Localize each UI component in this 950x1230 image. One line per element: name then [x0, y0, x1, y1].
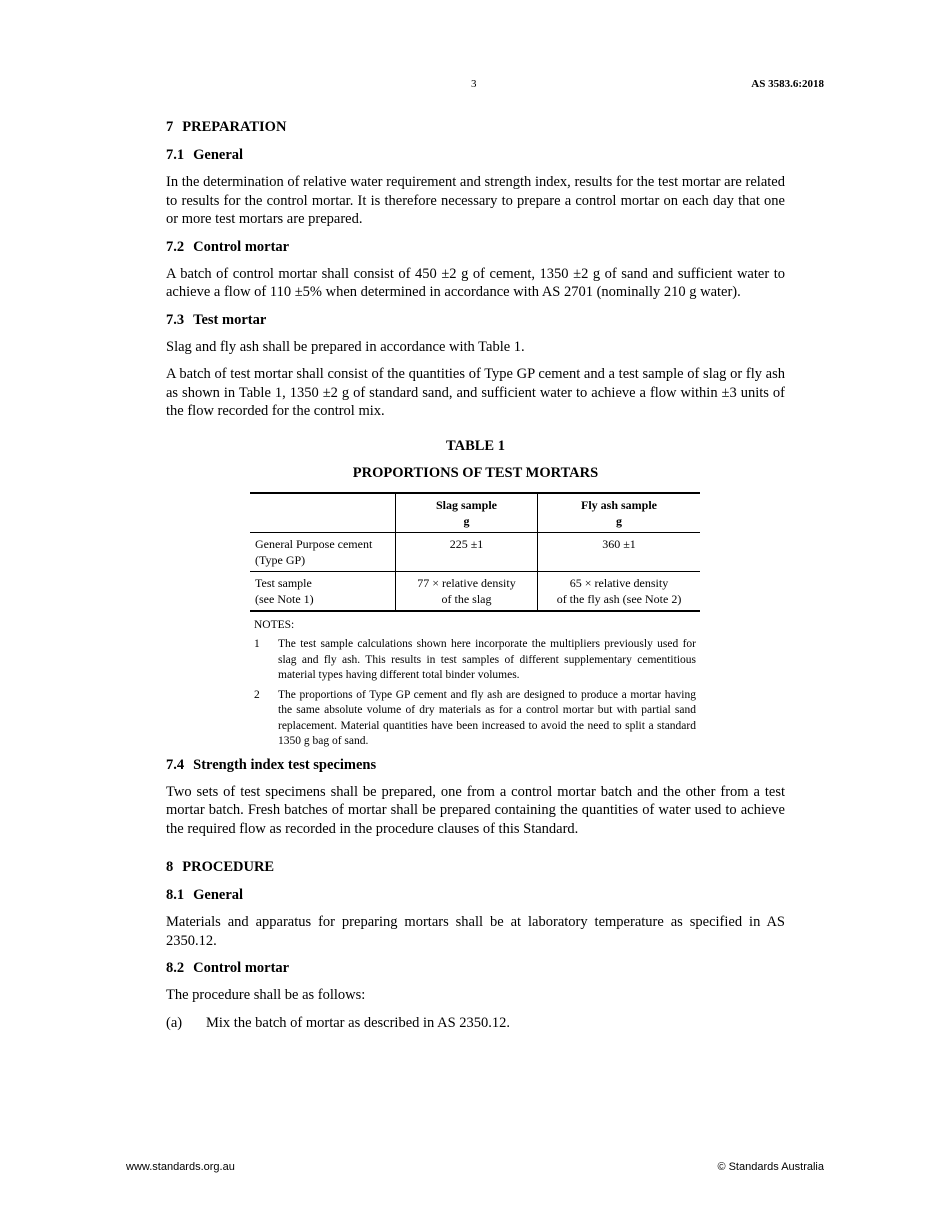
note-2: [254, 688, 696, 750]
header-unit: g: [463, 513, 470, 528]
fly-ash-column-header: [538, 493, 701, 533]
table-row: [250, 571, 700, 611]
row-label: [250, 571, 396, 611]
clause-7-4-paragraph: Two sets of test specimens shall be prepared, one from a control mortar batch and the other from a test mortar batch. Fresh batches of mortar shall be prepared containing the quantities of water used to achieve the required flow as recorded in the procedure clauses of this Standard.: [166, 783, 785, 837]
table-cell: [396, 571, 538, 611]
list-item: [166, 1014, 785, 1033]
page-number: 3: [471, 78, 477, 90]
cell-line: 65 × relative density: [569, 575, 669, 590]
clause-number: 7.2: [166, 238, 185, 255]
table-notes: [254, 618, 696, 750]
clause-7-2-heading: [166, 238, 785, 256]
section-number: 7: [166, 119, 174, 135]
list-text: Mix the batch of mortar as described in AS 2350.12.: [206, 1014, 511, 1031]
clause-title: Strength index test specimens: [193, 756, 377, 773]
clause-number: 8.2: [166, 960, 185, 976]
clause-title: General: [193, 147, 244, 163]
note-number: 2: [254, 688, 260, 701]
clause-7-4-heading: [166, 756, 785, 774]
header-label: Slag sample: [435, 497, 497, 512]
row-label-line: General Purpose cement: [255, 536, 373, 551]
clause-title: Control mortar: [193, 238, 290, 255]
clause-number: 8.1: [166, 887, 185, 903]
section-7-heading: [166, 118, 785, 136]
row-label-line: (Type GP): [255, 552, 306, 567]
clause-7-2-paragraph: A batch of control mortar shall consist of 450 ±2 g of cement, 1350 ±2 g of sand and sufficient water to achieve a flow of 110 ±5% when determined in accordance with AS 2701 (nominally 210 g water).: [166, 265, 785, 300]
table-cell: 360 ±1: [538, 532, 701, 571]
cell-line: of the slag: [441, 591, 492, 606]
notes-label: NOTES:: [254, 618, 295, 631]
clause-7-1-paragraph: In the determination of relative water requirement and strength index, results for the test mortar are related to results for the control mortar. It is therefore necessary to prepare a control mortar on each day that one or more test mortars are prepared.: [166, 174, 785, 227]
table-header-row: [250, 493, 700, 533]
proportions-table: [250, 492, 700, 612]
slag-column-header: [396, 493, 538, 533]
clause-8-2-paragraph: The procedure shall be as follows:: [166, 987, 366, 1003]
section-title: PROCEDURE: [182, 859, 275, 875]
table-1: [250, 492, 700, 750]
clause-number: 7.4: [166, 756, 185, 773]
row-label: [250, 532, 396, 571]
clause-8-1-paragraph: Materials and apparatus for preparing mortars shall be at laboratory temperature as specified in AS 2350.12.: [166, 914, 785, 949]
table-title: TABLE 1: [446, 437, 505, 454]
footer-copyright: © Standards Australia: [717, 1161, 824, 1173]
table-row: [250, 532, 700, 571]
clause-7-3-paragraph-2: A batch of test mortar shall consist of the quantities of Type GP cement and a test sample of slag or fly ash as shown in Table 1, 1350 ±2 g of standard sand, and sufficient water to achieve a flow within ±3 units of the flow recorded for the control mix.: [166, 366, 785, 419]
clause-number: 7.3: [166, 311, 185, 328]
standard-reference: AS 3583.6:2018: [751, 78, 824, 90]
table-cell: 225 ±1: [396, 532, 538, 571]
clause-8-2-heading: [166, 959, 785, 977]
row-label-line: (see Note 1): [255, 591, 314, 606]
note-1: [254, 637, 696, 684]
row-label-line: Test sample: [255, 575, 312, 590]
header-unit: g: [616, 513, 622, 528]
clause-title: Test mortar: [193, 311, 267, 328]
note-number: 1: [254, 638, 260, 650]
clause-title: General: [193, 887, 244, 903]
list-marker: (a): [166, 1014, 183, 1031]
table-cell: [538, 571, 701, 611]
note-text: The proportions of Type GP cement and fly ash are designed to produce a mortar having the same absolute volume of dry materials as for a control mortar but with partial sand replacement. Material quantities have been increased to avoid the need to split a standard 1350 g bag of sand.: [278, 688, 696, 747]
table-subtitle: PROPORTIONS OF TEST MORTARS: [352, 464, 599, 481]
footer-website: www.standards.org.au: [126, 1161, 235, 1173]
section-title: PREPARATION: [182, 119, 287, 135]
header-label: Fly ash sample: [580, 497, 657, 512]
clause-7-3-heading: [166, 311, 785, 329]
cell-line: 77 × relative density: [417, 575, 516, 590]
clause-8-1-heading: [166, 886, 785, 904]
empty-header-cell: [250, 493, 396, 533]
section-8-heading: [166, 858, 785, 876]
clause-number: 7.1: [166, 147, 185, 163]
section-number: 8: [166, 859, 174, 875]
clause-title: Control mortar: [193, 960, 290, 976]
clause-7-1-heading: [166, 146, 785, 164]
clause-7-3-paragraph-1: Slag and fly ash shall be prepared in accordance with Table 1.: [166, 338, 525, 355]
cell-line: of the fly ash (see Note 2): [556, 591, 682, 606]
note-text: The test sample calculations shown here incorporate the multipliers previously used for slag and fly ash. This results in test samples of different supplementary cementitious material types having different total binder volumes.: [278, 638, 696, 681]
document-body: [166, 118, 785, 1032]
